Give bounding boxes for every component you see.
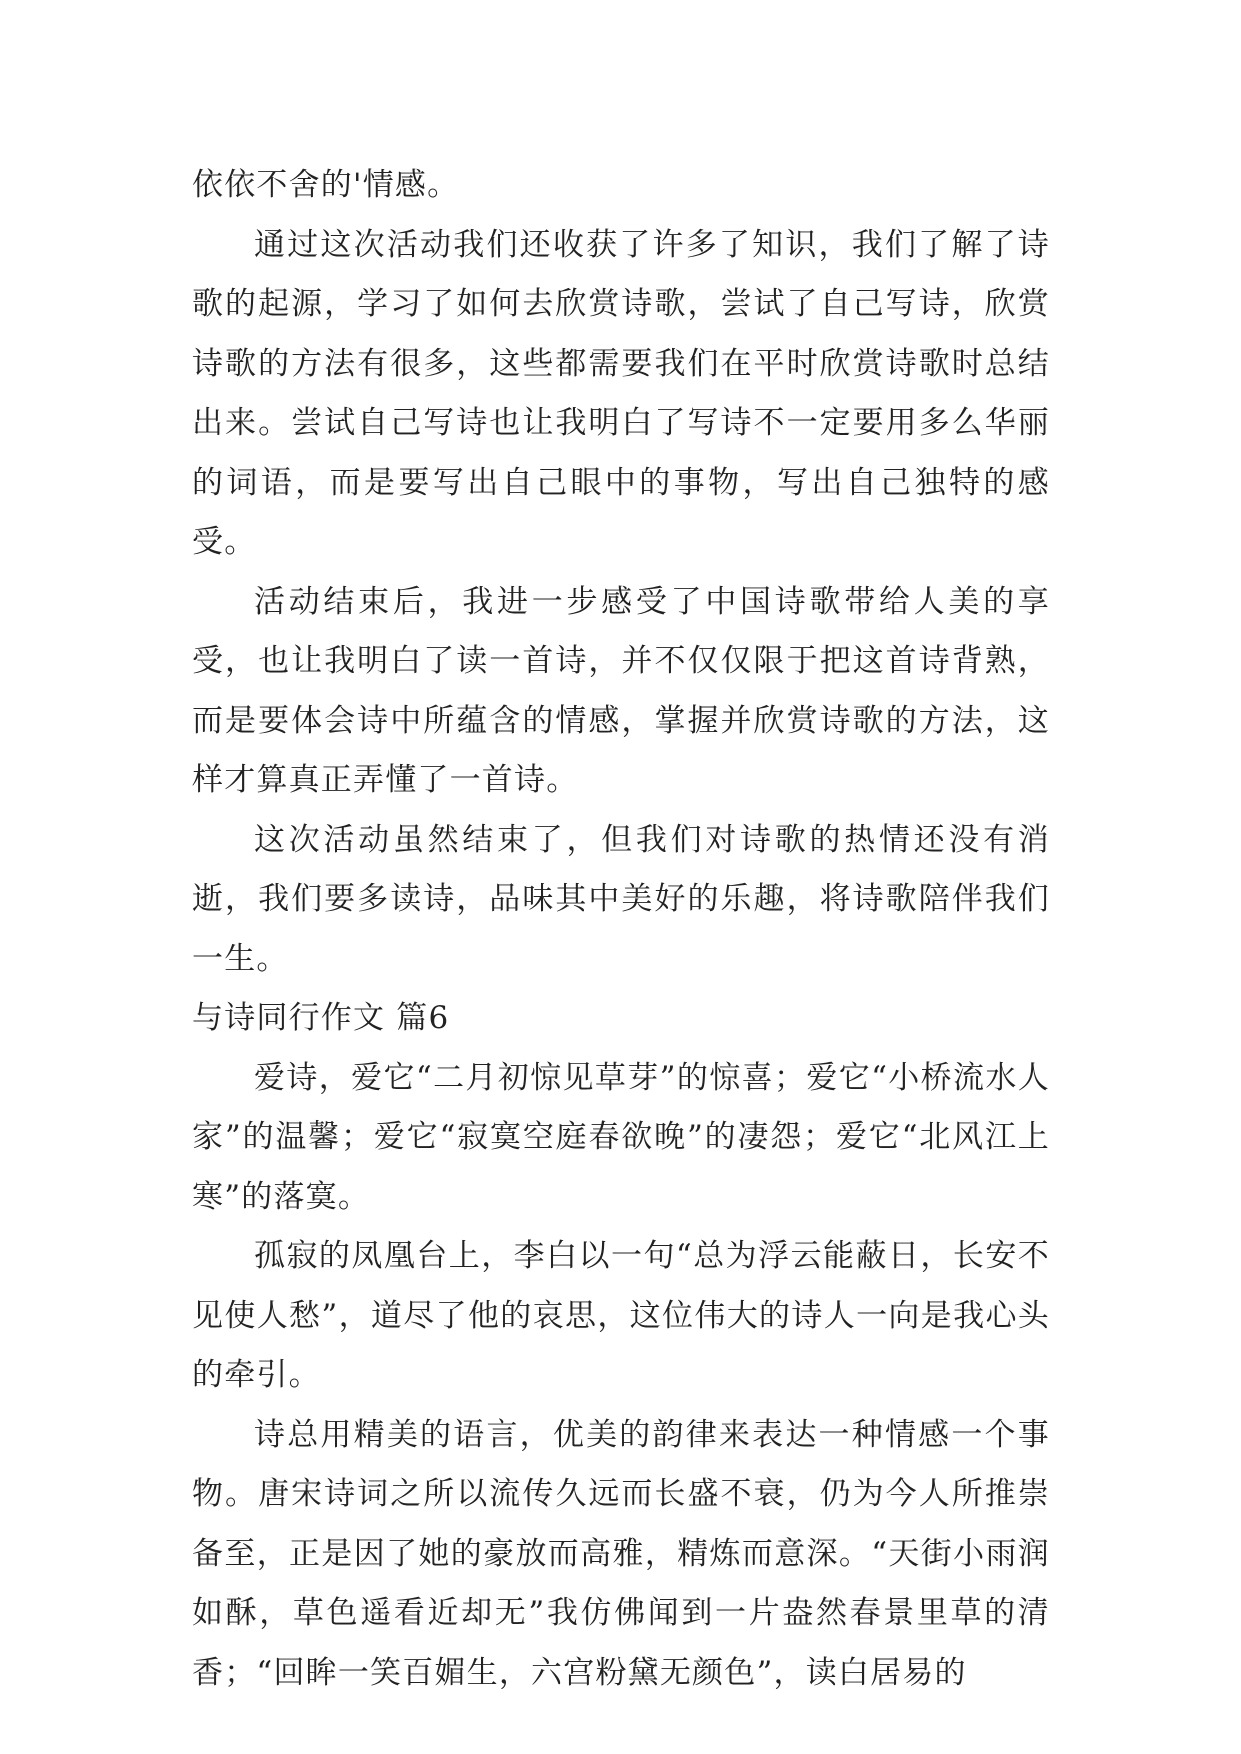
paragraph-poetry-language: 诗总用精美的语言，优美的韵律来表达一种情感一个事物。唐宋诗词之所以流传久远而长盛不衰，仍为今人所推崇备至，正是因了她的豪放而高雅，精炼而意深。“天街小雨润如酥，草色遥看近却无”我仿佛闻到一片盎然春景里草的清香；“回眸一笑百媚生，六宫粉黛无颜色”，读白居易的 [192, 1416, 1050, 1691]
paragraph-love-poetry: 爱诗，爱它“二月初惊见草芽”的惊喜；爱它“小桥流水人家”的温馨；爱它“寂寞空庭春欲晚”的凄怨；爱它“北风江上寒”的落寞。 [192, 1059, 1050, 1215]
paragraph-activity-knowledge: 通过这次活动我们还收获了许多了知识，我们了解了诗歌的起源，学习了如何去欣赏诗歌，尝试了自己写诗，欣赏诗歌的方法有很多，这些都需要我们在平时欣赏诗歌时总结出来。尝试自己写诗也让我明白了写诗不一定要用多么华丽的词语，而是要写出自己眼中的事物，写出自己独特的感受。 [192, 226, 1050, 560]
section-heading: 与诗同行作文 篇6 [192, 1000, 450, 1036]
paragraph-activity-ended: 这次活动虽然结束了，但我们对诗歌的热情还没有消逝，我们要多读诗，品味其中美好的乐趣，将诗歌陪伴我们一生。 [192, 821, 1050, 977]
paragraph-after-activity: 活动结束后，我进一步感受了中国诗歌带给人美的享受，也让我明白了读一首诗，并不仅仅限于把这首诗背熟，而是要体会诗中所蕴含的情感，掌握并欣赏诗歌的方法，这样才算真正弄懂了一首诗。 [192, 583, 1050, 798]
document-page [192, 156, 1050, 1703]
paragraph-li-bai: 孤寂的凤凰台上，李白以一句“总为浮云能蔽日，长安不见使人愁”，道尽了他的哀思，这位伟大的诗人一向是我心头的牵引。 [192, 1238, 1050, 1393]
paragraph-continuation: 依依不舍的'情感。 [192, 167, 460, 203]
